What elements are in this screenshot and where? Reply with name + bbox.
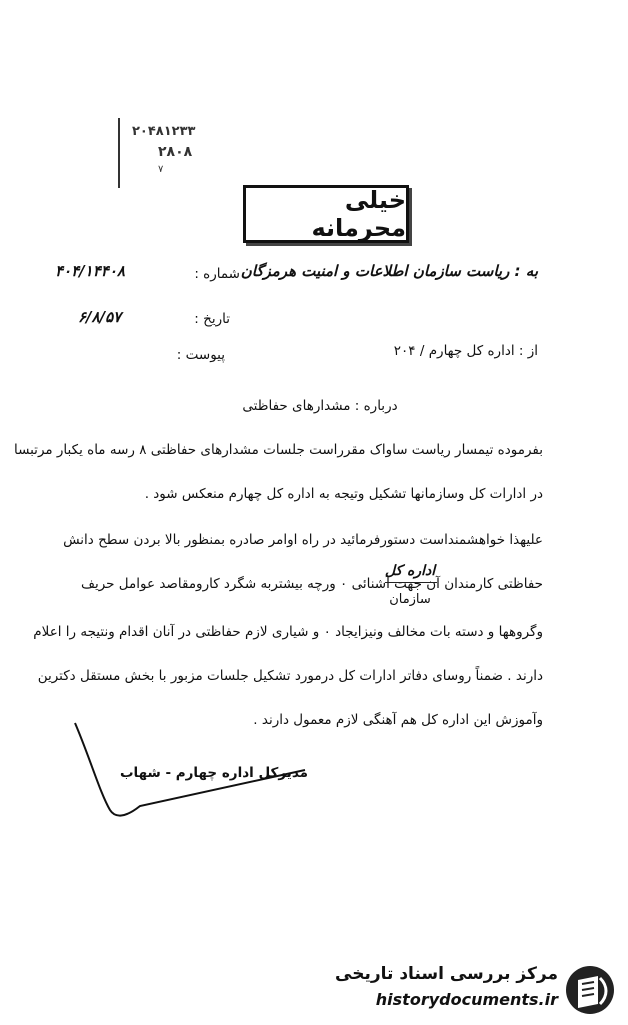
recipient-line: به : ریاست سازمان اطلاعات و امنیت هرمزگان: [240, 262, 538, 280]
stamp-line-2: ۲۸۰۸: [158, 144, 193, 160]
inserted-word-below: سازمان: [389, 592, 431, 607]
archive-footer: [335, 960, 620, 1020]
classification-stamp: خیلی محرمانه: [243, 185, 409, 243]
number-value: ۴۰۴/۱۴۴۰۸: [55, 262, 125, 280]
inserted-word-above: اداره کل: [384, 563, 436, 579]
stamp-line-1: ۲۰۴۸۱۲۳۳: [132, 124, 196, 139]
date-value: ۶/۸/۵۷: [78, 308, 122, 326]
registry-stamp: [118, 118, 230, 188]
date-label: تاریخ :: [194, 311, 230, 327]
sender-line: از : اداره کل چهارم / ۲۰۴: [393, 343, 538, 359]
archive-logo-icon: [564, 964, 616, 1016]
archive-site: historydocuments.ir: [375, 990, 558, 1009]
body-line-4: حفاظتی کارمندان آن جهت آشنائی ۰ ورچه بیشتربه شگرد کارومقاصد عوامل حریف: [80, 576, 543, 592]
body-line-7: وآموزش این اداره کل هم آهنگی لازم معمول دارند .: [253, 712, 543, 728]
body-line-3: علیهذا خواهشمنداست دستورفرمائید در راه اوامر صادره بمنظور بالا بردن سطح دانش: [63, 532, 543, 548]
number-label: شماره :: [194, 266, 240, 282]
strike-line: [385, 582, 437, 583]
subject-line: درباره : مشدارهای حفاظتی: [242, 398, 398, 414]
body-line-6: دارند . ضمناً روسای دفاتر ادارات کل درمورد تشکیل جلسات مزبور با بخش مستقل دکترین: [37, 668, 543, 684]
enclosure-label: پیوست :: [176, 347, 225, 363]
body-line-1: بفرموده تیمسار ریاست ساواک مقرراست جلسات مشدارهای حفاظتی ۸ رسه ماه یکبار مرتبسا: [13, 442, 543, 458]
body-line-2: در ادارات کل وسازمانها تشکیل وتیجه به اداره کل چهارم منعکس شود .: [144, 486, 543, 502]
signature-line: مدیرکل اداره چهارم - شهاب: [119, 765, 308, 781]
archive-name: مرکز بررسی اسناد تاریخی: [335, 964, 558, 984]
stamp-line-3: ۷: [158, 164, 164, 175]
body-line-5: وگروهها و دسته بات مخالف ونیزایجاد ۰ و شیاری لازم حفاظتی در آنان اقدام ونتیجه را اعلام: [33, 624, 543, 640]
